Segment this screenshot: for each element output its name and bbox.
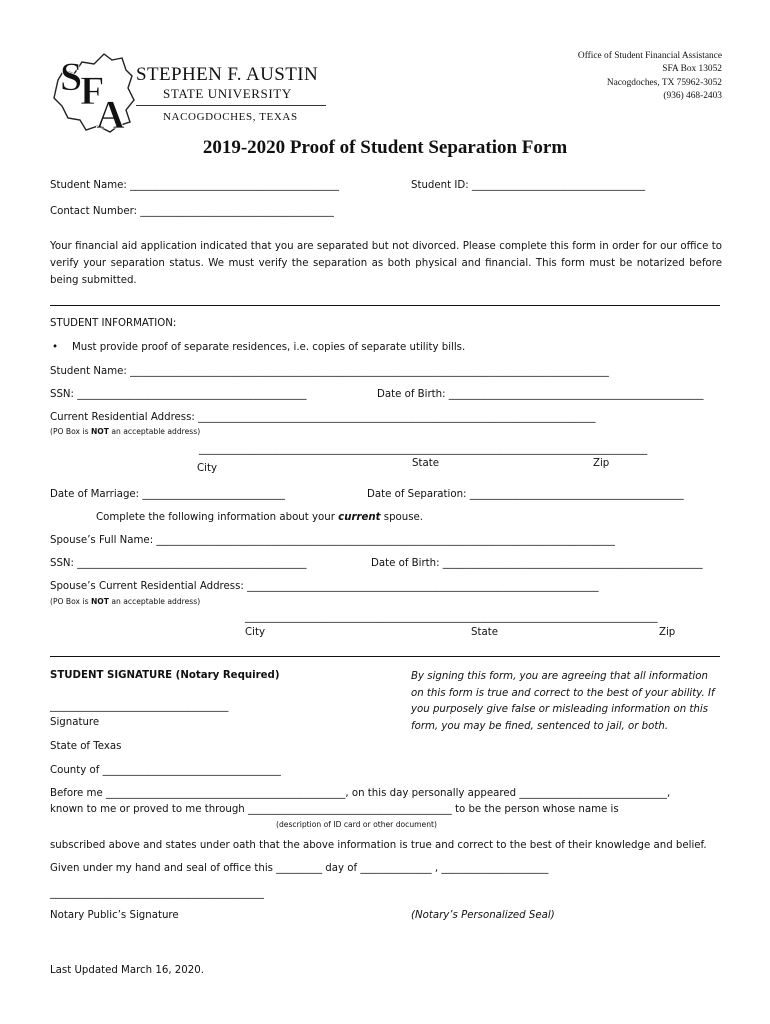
university-location: NACOGDOCHES, TEXAS (163, 111, 298, 123)
signature-line[interactable]: ___________________________________ (50, 701, 229, 712)
divider (50, 305, 720, 306)
id-note: (description of ID card or other document) (276, 820, 437, 829)
state-label: State (412, 458, 439, 469)
student-full-name-field[interactable]: Student Name: ______________________________________________________________________________________________ (50, 366, 609, 377)
notary-signature-label: Notary Public’s Signature (50, 910, 179, 921)
po-note-not: NOT (90, 427, 109, 436)
spouse-state-label: State (471, 627, 498, 638)
university-sub: STATE UNIVERSITY (163, 86, 292, 101)
student-address-field[interactable]: Current Residential Address: ______________________________________________________________________________ (50, 412, 596, 423)
student-name-field[interactable]: Student Name: _________________________________________ (50, 180, 339, 191)
spouse-po-box-note (50, 597, 200, 606)
notary-signature-line[interactable]: __________________________________________ (50, 888, 264, 899)
student-id-field[interactable]: Student ID: __________________________________ (411, 180, 646, 191)
spouse-instruction (96, 512, 423, 523)
separation-date-field[interactable]: Date of Separation: __________________________________________ (367, 489, 684, 500)
signature-label: Signature (50, 717, 100, 728)
office-line: (936) 468-2403 (663, 91, 722, 102)
current-emphasis: current (338, 512, 381, 523)
student-ssn-field[interactable]: SSN: _____________________________________________ (50, 389, 307, 400)
spouse-city-label: City (245, 627, 265, 638)
spouse-address-line2[interactable]: _________________________________________________________________________________ (245, 612, 658, 623)
office-line: Office of Student Financial Assistance (577, 51, 722, 61)
svg-text:F: F (80, 68, 105, 113)
before-me-line[interactable]: Before me _______________________________________________, on this day personally appeared _____________________________, (50, 788, 671, 799)
last-updated: Last Updated March 16, 2020. (50, 965, 204, 976)
po-box-note (50, 427, 200, 436)
spouse-instruction-post: spouse. (380, 512, 424, 523)
bullet-icon: • (52, 342, 59, 353)
bullet-text: Must provide proof of separate residences, i.e. copies of separate utility bills. (72, 342, 466, 353)
po-note-post: an acceptable address) (108, 427, 201, 436)
subscribed-line: subscribed above and states under oath that the above information is true and correct to the best of their knowledge and belief. (50, 840, 707, 851)
svg-text:A: A (96, 92, 125, 134)
po-note-pre: (PO Box is (50, 597, 91, 606)
university-name: STEPHEN F. AUSTIN (136, 64, 319, 85)
office-line: Nacogdoches, TX 75962-3052 (606, 77, 722, 88)
po-note-post: an acceptable address) (108, 597, 201, 606)
form-title: 2019-2020 Proof of Student Separation Form (202, 137, 568, 158)
svg-text:S: S (60, 54, 83, 99)
student-address-line2[interactable]: ________________________________________________________________________________________ (199, 444, 648, 455)
office-line: SFA Box 13052 (662, 64, 722, 75)
marriage-date-field[interactable]: Date of Marriage: ____________________________ (50, 489, 285, 500)
logo-divider (136, 105, 326, 106)
intro-paragraph: Your financial aid application indicated that you are separated but not divorced. Please complete this form in order for our office to verify your separation status. We must verify the separation as both physical and financial. This form must be notarized before being submitted. (50, 241, 722, 286)
office-address (578, 50, 722, 104)
divider (50, 656, 720, 657)
zip-label: Zip (593, 458, 610, 469)
signature-heading: STUDENT SIGNATURE (Notary Required) (50, 670, 280, 681)
spouse-ssn-field[interactable]: SSN: _____________________________________________ (50, 558, 307, 569)
spouse-name-field[interactable]: Spouse’s Full Name: __________________________________________________________________________________________ (50, 535, 615, 546)
legal-notice: By signing this form, you are agreeing that all information on this form is true and correct to the best of your ability. If you purposely give false or misleading information on this form, you may be fined, sentenced to jail, or both. (411, 671, 715, 732)
spouse-instruction-pre: Complete the following information about your (96, 512, 339, 523)
county-field[interactable]: County of ___________________________________ (50, 765, 281, 776)
po-note-pre: (PO Box is (50, 427, 91, 436)
city-label: City (197, 463, 217, 474)
known-line[interactable]: known to me or proved to me through ________________________________________ to be the person whose name is (50, 804, 619, 815)
spouse-dob-field[interactable]: Date of Birth: ___________________________________________________ (371, 558, 703, 569)
state-of-texas: State of Texas (50, 741, 122, 752)
spouse-zip-label: Zip (659, 627, 676, 638)
notary-seal-label: (Notary’s Personalized Seal) (411, 910, 555, 921)
student-dob-field[interactable]: Date of Birth: __________________________________________________ (377, 389, 704, 400)
po-note-not: NOT (90, 597, 109, 606)
given-line[interactable]: Given under my hand and seal of office this _________ day of ______________ , _____________________ (50, 863, 549, 874)
contact-number-field[interactable]: Contact Number: ______________________________________ (50, 206, 334, 217)
spouse-address-field[interactable]: Spouse’s Current Residential Address: _____________________________________________________________________ (50, 581, 599, 592)
sfa-logo (52, 50, 137, 134)
student-info-heading: STUDENT INFORMATION: (50, 318, 177, 329)
